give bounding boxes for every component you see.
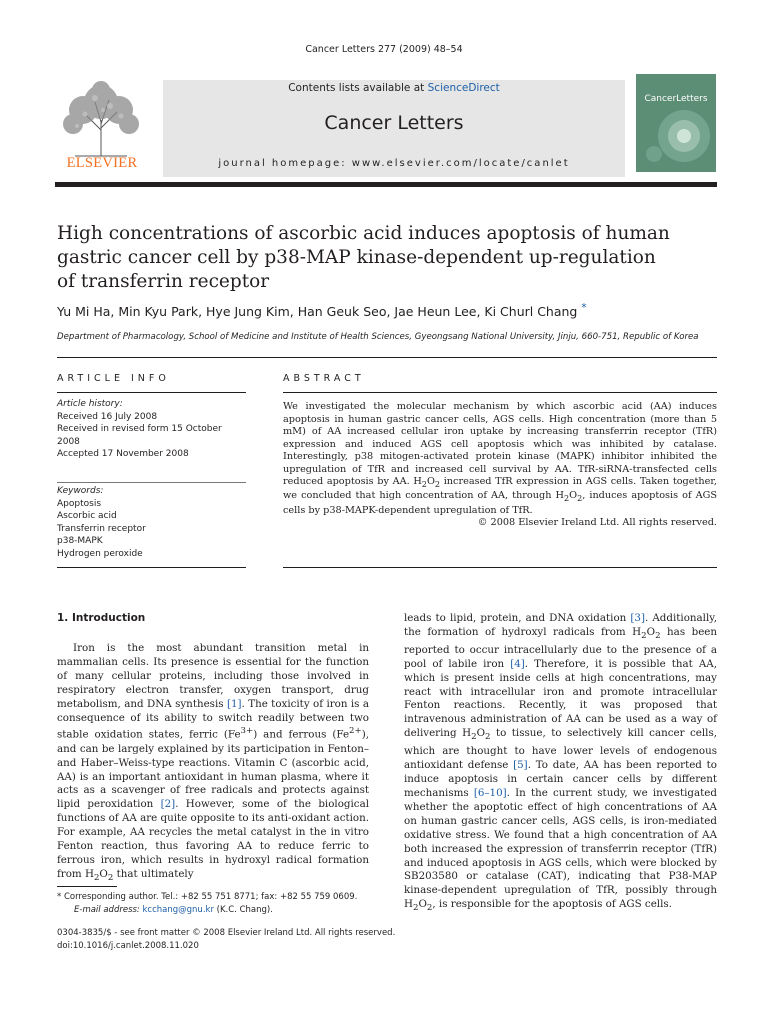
- abstract-bottom-divider: [283, 567, 717, 568]
- subscript: 2: [641, 630, 647, 641]
- journal-citation: Cancer Letters 277 (2009) 48–54: [305, 44, 463, 55]
- subscript: 2: [655, 630, 661, 641]
- reference-link[interactable]: [3]: [630, 612, 645, 624]
- text-run: leads to lipid, protein, and DNA oxidation: [404, 612, 631, 624]
- subscript: 2: [426, 903, 433, 914]
- text-run: . In the current study, we investigated whether the apoptotic effect of high concentrations of AA on human gastric cancer cells, AGS cells, is iron-mediated oxidative stress. We found that a high concentration of AA both increased the expression of transferrin receptor (TfR) and induced apoptosis in AGS cells, which were blocked by SB203580 or catalase (CAT), indicating that P38-MAP kinase-dependent upregulation of TfR, possibly through H: [404, 786, 717, 911]
- authors-text: Yu Mi Ha, Min Kyu Park, Hye Jung Kim, Han Geuk Seo, Jae Heun Lee, Ki Churl Chang: [57, 304, 578, 320]
- history-label: Article history:: [57, 399, 123, 409]
- title-line: of transferrin receptor: [57, 271, 270, 292]
- abstract-divider: [283, 392, 717, 393]
- author-list: [57, 302, 717, 319]
- email-link[interactable]: kcchang@gnu.kr: [142, 905, 214, 915]
- keywords-label: Keywords:: [57, 486, 104, 496]
- text-run: ), and can be largely explained by its participation in Fenton– and Haber–Weiss-type reactions. Vitamin C (ascorbic acid, AA) is an important antioxidant in human plasma, where it acts as a scavenger of free radicals and protects against lipid peroxidation: [57, 728, 369, 811]
- affiliation-divider: [57, 357, 717, 358]
- text-run: . However, some of the biological functions of AA are quite opposite to its anti-oxidant action. For example, AA recycles the metal catalyst in the in vitro Fenton reaction, thus favoring AA to reduce ferric to ferrous iron, which results in hydroxyl radical formation from H: [57, 798, 369, 880]
- sciencedirect-link[interactable]: ScienceDirect: [427, 82, 500, 94]
- article-info-divider: [57, 392, 246, 393]
- superscript: 3+: [240, 726, 254, 737]
- text-run: , is responsible for the apoptosis of AGS cells.: [432, 898, 672, 911]
- corresponding-author-mark[interactable]: *: [581, 302, 587, 314]
- reference-link[interactable]: [6–10]: [473, 786, 507, 799]
- front-matter: 0304-3835/$ - see front matter © 2008 Elsevier Ireland Ltd. All rights reserved.: [57, 928, 396, 938]
- reference-link[interactable]: [4]: [510, 657, 525, 670]
- publication-meta: [57, 927, 457, 953]
- keywords-block: [57, 485, 246, 560]
- header-divider: [55, 182, 717, 187]
- title-line: gastric cancer cell by p38-MAP kinase-dependent up-regulation: [57, 247, 656, 268]
- history-item: Received in revised form 15 October 2008: [57, 424, 222, 447]
- text-run: that ultimately: [113, 867, 194, 880]
- subscript: 2: [434, 478, 441, 489]
- text-run: . To date, AA has been reported to induce apoptosis in certain cancer cells by different mechanisms: [404, 759, 717, 799]
- abstract-heading: ABSTRACT: [283, 373, 365, 384]
- text-run: O: [646, 625, 656, 638]
- email-label: E-mail address:: [74, 905, 140, 915]
- footnote-mark: *: [57, 892, 62, 902]
- text-run: has been reported to occur intracellularly due to the presence of a pool of labile iron: [404, 625, 718, 670]
- journal-homepage[interactable]: journal homepage: www.elsevier.com/locate/canlet: [218, 158, 570, 169]
- text-run: . Additionally, the formation of hydroxyl radicals from H: [404, 612, 717, 638]
- title-line: High concentrations of ascorbic acid induces apoptosis of human: [57, 223, 670, 244]
- info-bottom-divider: [57, 567, 246, 568]
- history-item: Accepted 17 November 2008: [57, 449, 189, 459]
- subscript: 2: [412, 903, 419, 914]
- abstract-text: [283, 401, 717, 530]
- text-run: O: [99, 867, 108, 880]
- section-heading-introduction: 1. Introduction: [57, 612, 146, 624]
- contents-prefix: Contents lists available at: [288, 82, 428, 94]
- cover-title: CancerLetters: [644, 94, 708, 104]
- abstract-part: O: [569, 490, 578, 502]
- text-run: ) and ferrous (Fe: [253, 728, 350, 741]
- text-run: to tissue, to selectively kill cancer cells, which are thought to have lower levels of endogenous antioxidant defense: [404, 727, 717, 772]
- article-title: [57, 222, 707, 294]
- keyword: Transferrin receptor: [57, 523, 146, 534]
- affiliation: Department of Pharmacology, School of Medicine and Institute of Health Sciences, Gyeongsang National University, Jinju, 660-751, Republic of Korea: [57, 332, 699, 342]
- subscript: 2: [471, 732, 477, 743]
- journal-cover-image: [636, 74, 716, 172]
- subscript: 2: [485, 732, 491, 743]
- intro-paragraph: [404, 612, 717, 916]
- intro-right-column: [404, 612, 717, 916]
- footnote-email-line: [57, 904, 402, 917]
- text-run: O: [418, 898, 427, 911]
- text-run: Iron is the most abundant transition metal in mammalian cells. Its presence is essential for the function of many cellular proteins, including those involved in respiratory electron transfer, oxygen transport, drug metabolism, and DNA synthesis: [57, 642, 369, 710]
- abstract-part: We investigated the molecular mechanism by which ascorbic acid (AA) induces apoptosis in human gastric cancer cells, AGS cells. High concentration (more than 5 mM) of AA increased cellular iron uptake by increasing transferrin receptor (TfR) expression and induced AGS cell apoptosis which was inhibited by catalase. Interestingly, p38 mitogen-activated protein kinase (MAPK) inhibitor inhibited the upregulation of TfR and increased cell survival by AA. TfR-siRNA-transfected cells reduced apoptosis by AA. H: [283, 401, 717, 487]
- corresponding-author-footnote: [57, 891, 402, 917]
- text-run: . The toxicity of iron is a consequence of its ability to switch readily between two stable oxidation states, ferric (Fe: [57, 697, 369, 741]
- elsevier-logo-text: ELSEVIER: [66, 155, 138, 171]
- keyword: Hydrogen peroxide: [57, 548, 143, 559]
- reference-link[interactable]: [1]: [226, 697, 242, 710]
- text-run: . Therefore, it is possible that AA, which is present inside cells at high concentrations, may react with intracellular iron and promote intracellular Fenton reactions. Recently, it was proposed that intravenous administration of AA can be used as a way of delivering H: [404, 657, 717, 740]
- reference-link[interactable]: [5]: [513, 759, 528, 772]
- intro-paragraph: [57, 642, 369, 886]
- contents-line: [163, 82, 625, 94]
- abstract-part: , induces apoptosis of AGS cells by p38-MAPK-dependent upregulation of TfR.: [283, 490, 718, 516]
- keyword: Apoptosis: [57, 498, 102, 509]
- subscript: 2: [563, 493, 570, 504]
- subscript: 2: [577, 493, 583, 504]
- journal-title: Cancer Letters: [324, 112, 464, 134]
- keyword: Ascorbic acid: [57, 511, 117, 521]
- history-item: Received 16 July 2008: [57, 411, 158, 422]
- subscript: 2: [421, 478, 427, 489]
- intro-left-column: [57, 642, 369, 886]
- footnote-contact: Corresponding author. Tel.: +82 55 751 8771; fax: +82 55 759 0609.: [61, 892, 358, 902]
- email-suffix: (K.C. Chang).: [213, 905, 273, 915]
- keywords-divider: [57, 482, 246, 483]
- article-history: [57, 398, 246, 461]
- footnote-line: [57, 891, 402, 904]
- abstract-part: increased TfR expression in AGS cells. Taken together, we concluded that high concentration of AA, through H: [283, 476, 717, 502]
- keyword: p38-MAPK: [57, 536, 103, 546]
- subscript: 2: [93, 872, 100, 883]
- subscript: 2: [107, 872, 114, 883]
- copyright-line: © 2008 Elsevier Ireland Ltd. All rights reserved.: [477, 517, 717, 529]
- superscript: 2+: [349, 726, 362, 737]
- abstract-part: O: [426, 476, 435, 487]
- text-run: O: [476, 727, 486, 740]
- reference-link[interactable]: [2]: [160, 798, 176, 811]
- doi[interactable]: doi:10.1016/j.canlet.2008.11.020: [57, 941, 199, 951]
- footnote-divider: [57, 886, 117, 887]
- article-info-heading: ARTICLE INFO: [57, 373, 170, 384]
